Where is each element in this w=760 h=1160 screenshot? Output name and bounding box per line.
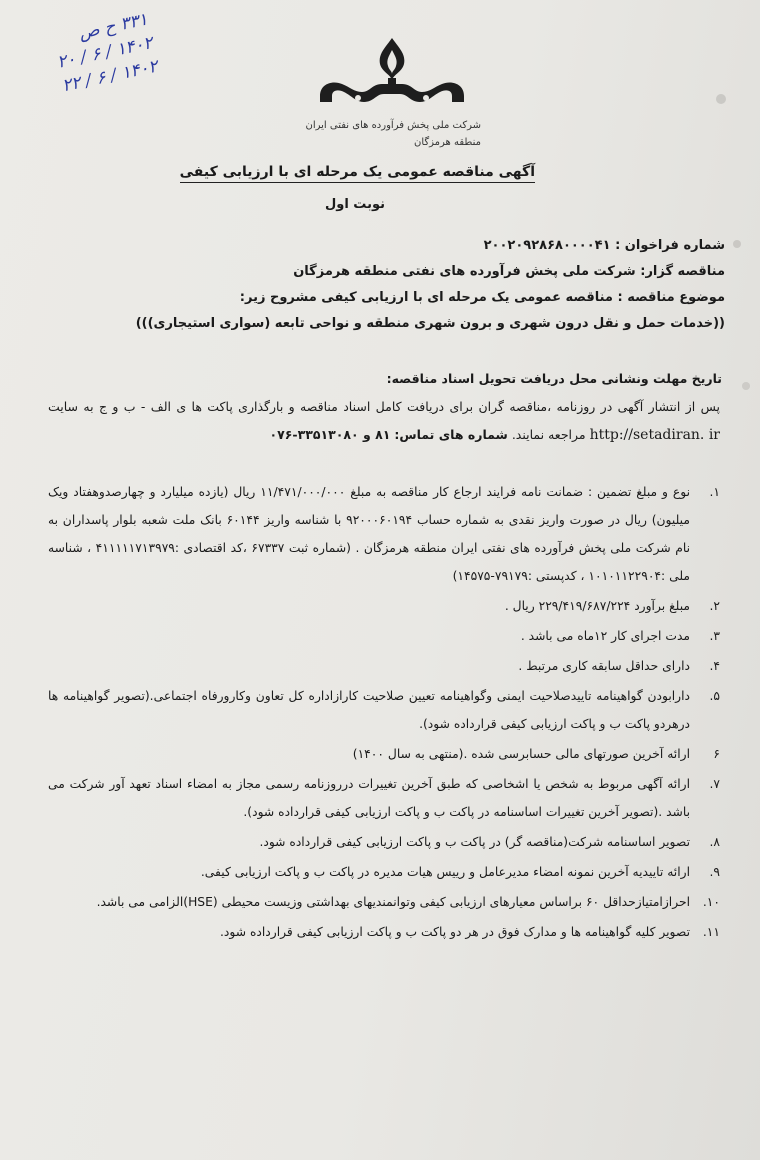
list-item — [48, 478, 720, 590]
list-item-text: ارائه آگهی مربوط به شخص یا اشخاصی که طبق آخرین تغییرات درروزنامه رسمی مجاز به امضاء اسناد تعهد آور شرکت می باشد .(تصویر آخرین تغییرات اساسنامه در پاکت ب و پاکت ارزیابی کیفی قرارداده شود). — [48, 777, 690, 819]
documents-heading: تاریخ مهلت ونشانی محل دریافت تحویل اسناد مناقصه: — [386, 371, 722, 386]
handwritten-line: ۱۴۰۲ / ۶ / ۲۲ — [60, 56, 160, 97]
call-number: شماره فراخوان : ۲۰۰۲۰۹۲۸۶۸۰۰۰۰۴۱ — [483, 238, 725, 253]
announcement-title — [0, 164, 535, 180]
handwritten-line: ۳۳۱ ح ص — [77, 9, 150, 44]
announcement-title-text: آگهی مناقصه عمومی یک مرحله ای با ارزیابی کیفی — [180, 164, 535, 183]
list-item-number: ۷. — [709, 777, 720, 791]
list-item-text: احرازامتیازحداقل ۶۰ براساس معیارهای ارزیابی کیفی وتوانمندیهای بهداشتی وزیست محیطی (HSE)الزامی می باشد. — [96, 895, 690, 909]
tenderer: مناقصه گزار: شرکت ملی پخش فرآورده های نفتی منطقه هرمزگان — [293, 264, 725, 279]
list-item — [48, 918, 720, 946]
setadiran-website-link[interactable]: http://setadiran. ir — [589, 427, 720, 443]
company-name-block — [0, 117, 481, 151]
list-item-number: ۵. — [709, 689, 720, 703]
list-item-number: ۱۰. — [702, 895, 720, 909]
list-item-number: ۱۱. — [702, 925, 720, 939]
list-item-number: ۳. — [709, 629, 720, 643]
list-item-text: مبلغ برآورد ۲۲۹/۴۱۹/۶۸۷/۲۲۴ ریال . — [504, 599, 690, 613]
tender-subject: موضوع مناقصه : مناقصه عمومی یک مرحله ای با ارزیابی کیفی مشروح زیر: — [239, 290, 725, 305]
list-item-text: ارائه آخرین صورتهای مالی حسابرسی شده .(منتهی به سال ۱۴۰۰) — [352, 747, 690, 761]
list-item — [48, 858, 720, 886]
list-item-number: ۱. — [709, 485, 720, 499]
list-item-number: ۲. — [709, 599, 720, 613]
list-item-text: ارائه تاییدیه آخرین نمونه امضاء مدیرعامل و رییس هیات مدیره در پاکت ب و پاکت ارزیابی کیفی. — [200, 865, 690, 879]
contact-numbers: ۸۱ و ۳۳۵۱۳۰۸۰-۰۷۶ — [269, 427, 391, 442]
company-name: شرکت ملی پخش فرآورده های نفتی ایران — [305, 120, 481, 131]
documents-text-after: مراجعه نمایند. — [511, 427, 586, 442]
list-item — [48, 682, 720, 738]
list-item-text: نوع و مبلغ تضمین : ضمانت نامه فرایند ارجاع کار مناقصه به مبلغ ۱۱/۴۷۱/۰۰۰/۰۰۰ ریال (یازده میلیارد و چهارصدوهفتاد ویک میلیون) ریال در صورت واریز نقدی به شماره حساب ۹۲۰۰۰۶۰۱۹۴ با شناسه واریز ۶۰۱۴۴ بانک ملت شعبه بلوار پاسداران به نام شرکت ملی پخش فرآورده های نفتی ایران منطقه هرمزگان . (شماره ثبت ۶۷۳۳۷ ،کد اقتصادی :۴۱۱۱۱۱۷۱۳۹۷۹ ، شناسه ملی :۱۰۱۰۱۱۲۲۹۰۴ ، کدپستی :۷۹۱۷۹-۱۴۵۷۵) — [48, 485, 691, 583]
service-description: ((خدمات حمل و نقل درون شهری و برون شهری منطقه و نواحی تابعه (سواری استیجاری))) — [135, 316, 725, 331]
list-item-text: تصویر کلیه گواهینامه ها و مدارک فوق در هر دو پاکت ب و پاکت ارزیابی کیفی قرارداده شود. — [220, 925, 690, 939]
list-item-number: ۶ — [713, 747, 720, 761]
list-item — [48, 740, 720, 768]
list-item — [48, 622, 720, 650]
list-item — [48, 828, 720, 856]
list-item-text: دارابودن گواهینامه تاییدصلاحیت ایمنی وگواهینامه تعیین صلاحیت کارازاداره کل تعاون وکارورفاه اجتماعی.(تصویر گواهینامه ها درهردو پاکت ب و پاکت ارزیابی کیفی قرارداده شود). — [48, 689, 690, 731]
documents-paragraph — [48, 393, 720, 449]
announcement-round: نوبت اول — [324, 197, 385, 212]
documents-text: پس از انتشار آگهی در روزنامه ،مناقصه گران برای دریافت کامل اسناد مناقصه و بارگذاری پاکت ها ی الف - ب و ج به سایت — [48, 399, 720, 414]
list-item-text: دارای حداقل سابقه کاری مرتبط . — [518, 659, 690, 673]
list-item-text: تصویر اساسنامه شرکت(مناقصه گر) در پاکت ب و پاکت ارزیابی کیفی قرارداده شود. — [259, 835, 690, 849]
conditions-list — [48, 478, 720, 948]
list-item — [48, 592, 720, 620]
paper-speck — [716, 94, 726, 104]
company-region: منطقه هرمزگان — [414, 137, 481, 148]
handwritten-line: ۱۴۰۲ / ۶ / ۲۰ — [55, 33, 155, 73]
list-item — [48, 652, 720, 680]
list-item — [48, 888, 720, 916]
list-item-number: ۸. — [709, 835, 720, 849]
paper-speck — [742, 382, 750, 390]
tender-info-block — [95, 233, 725, 337]
paper-speck — [733, 240, 741, 248]
contact-label: شماره های تماس: — [394, 427, 508, 442]
list-item-number: ۴. — [709, 659, 720, 673]
list-item — [48, 770, 720, 826]
nioc-flame-logo-icon — [312, 36, 472, 108]
list-item-text: مدت اجرای کار ۱۲ماه می باشد . — [520, 629, 690, 643]
list-item-number: ۹. — [709, 865, 720, 879]
